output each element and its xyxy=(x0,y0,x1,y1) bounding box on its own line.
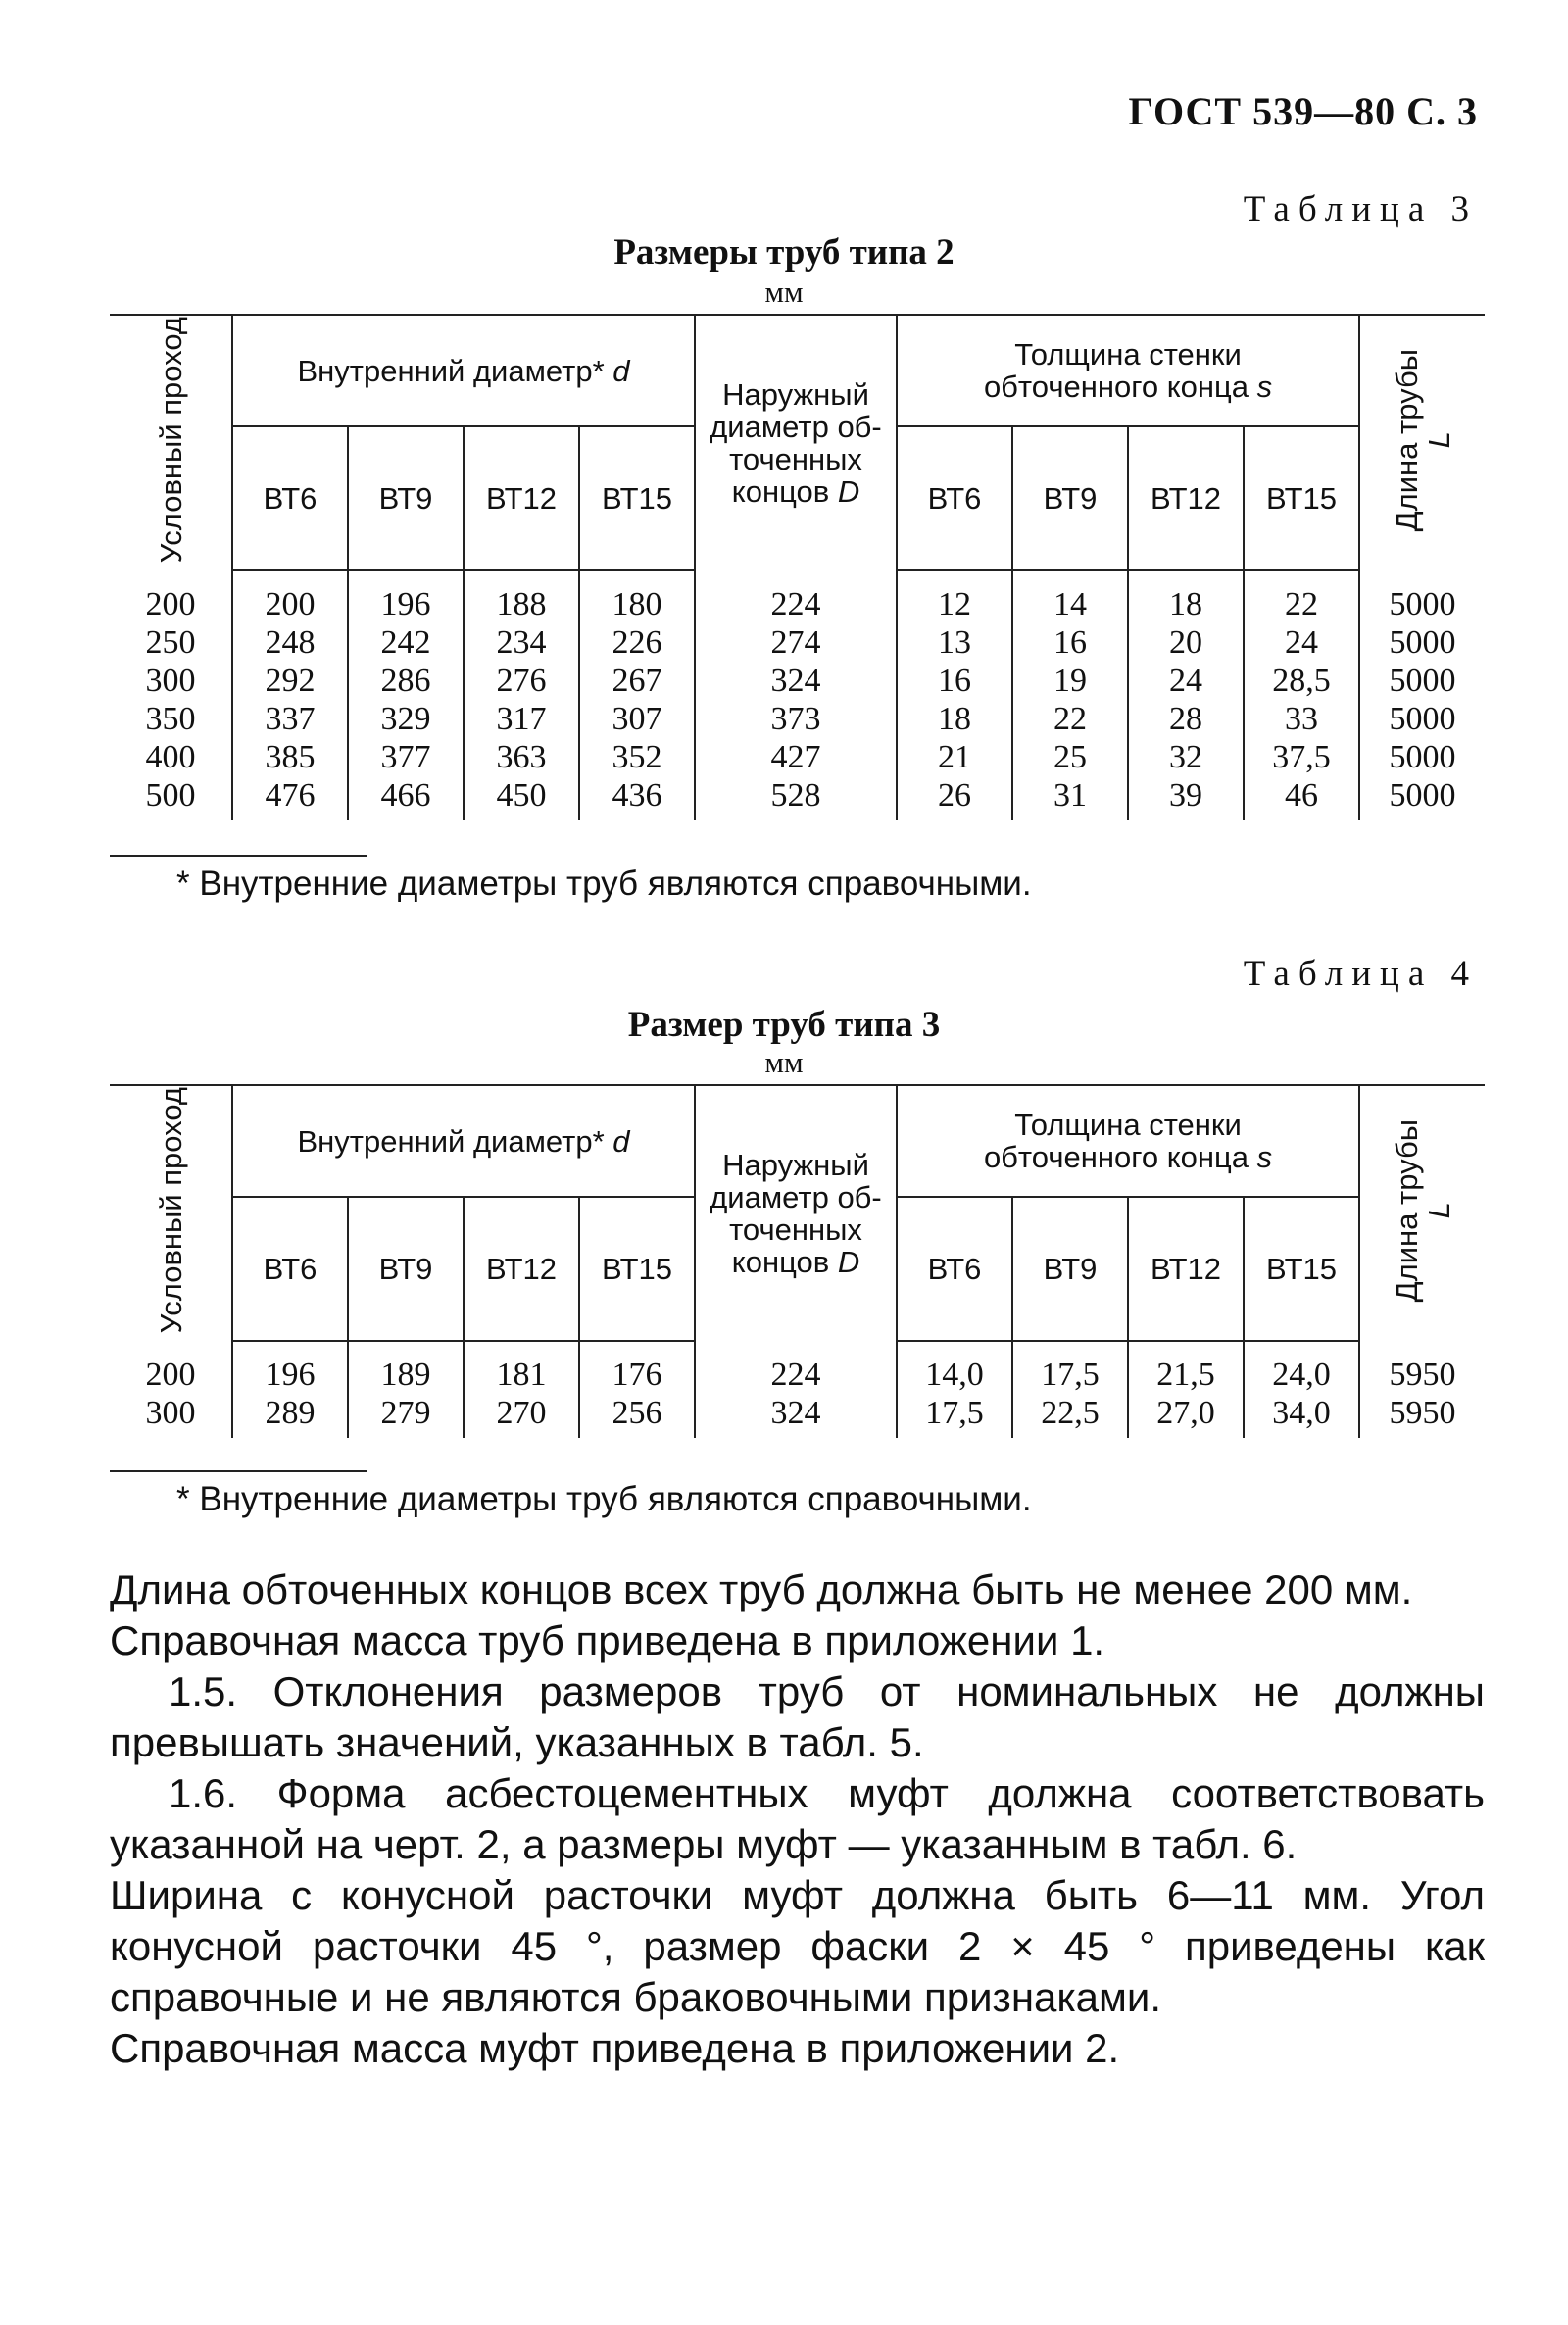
table3-header-length: Длина трубы L xyxy=(1359,315,1485,570)
table4-label: Таблица 4 xyxy=(1243,954,1478,994)
table-cell: 350 xyxy=(145,701,196,737)
table-cell: 24 xyxy=(1244,623,1359,662)
table-cell: 373 xyxy=(695,700,897,738)
table-cell: 22 xyxy=(1012,700,1128,738)
table-cell: 37,5 xyxy=(1244,738,1359,776)
table-cell: 200 xyxy=(145,1356,196,1393)
paragraph: 1.6. Форма асбестоцементных муфт должна соответствовать указанной на черт. 2, а размеры муфт — указанным в табл. 6. xyxy=(110,1770,1485,1867)
table-cell: 20 xyxy=(1128,623,1244,662)
table4-header-inner: Внутренний диаметр* d xyxy=(232,1085,695,1197)
table-cell: 427 xyxy=(695,738,897,776)
table-cell: 317 xyxy=(464,700,579,738)
table3-header-outer: Наружный диаметр об- точенных концов D xyxy=(695,315,897,570)
table-cell: 476 xyxy=(232,776,348,820)
table-cell: 26 xyxy=(897,776,1012,820)
table-cell: 226 xyxy=(579,623,695,662)
table3-grade: ВТ6 xyxy=(232,426,348,570)
page-header: ГОСТ 539—80 С. 3 xyxy=(1128,89,1478,133)
table4-grade: ВТ15 xyxy=(579,1197,695,1341)
table-cell: 22,5 xyxy=(1012,1394,1128,1438)
table-cell: 18 xyxy=(1128,570,1244,623)
table3 xyxy=(110,314,1485,820)
table3-footnote: * Внутренние диаметры труб являются справочными. xyxy=(176,865,1032,903)
table4-footnote-rule xyxy=(110,1470,367,1472)
table-cell: 19 xyxy=(1012,662,1128,700)
table4-grade: ВТ9 xyxy=(1012,1197,1128,1341)
paragraph: Ширина с конусной расточки муфт должна быть 6—11 мм. Угол конусной расточки 45 °, размер фаски 2 × 45 ° приведены как справочные и не являются браковочными признаками. xyxy=(110,1872,1485,2020)
table3-header-pass: Условный проход xyxy=(110,315,232,570)
table3-grade: ВТ9 xyxy=(1012,426,1128,570)
table3-header-inner: Внутренний диаметр* d xyxy=(232,315,695,426)
table-cell: 176 xyxy=(579,1341,695,1394)
table-cell: 242 xyxy=(348,623,464,662)
table-row xyxy=(110,1341,1485,1394)
table4-header-wall: Толщина стенки обточенного конца s xyxy=(897,1085,1359,1197)
table-cell: 5000 xyxy=(1359,570,1485,623)
table-cell: 5000 xyxy=(1359,738,1485,776)
table-cell: 188 xyxy=(464,570,579,623)
table-cell: 21,5 xyxy=(1128,1341,1244,1394)
table3-grade: ВТ6 xyxy=(897,426,1012,570)
table4 xyxy=(110,1084,1485,1438)
table-cell: 180 xyxy=(579,570,695,623)
table-cell: 466 xyxy=(348,776,464,820)
table-cell: 5950 xyxy=(1359,1341,1485,1394)
table-cell: 17,5 xyxy=(897,1394,1012,1438)
table-cell: 5950 xyxy=(1359,1394,1485,1438)
table-cell: 28,5 xyxy=(1244,662,1359,700)
table-row xyxy=(110,662,1485,700)
table-cell: 5000 xyxy=(1359,700,1485,738)
table-cell: 18 xyxy=(897,700,1012,738)
body-text xyxy=(110,1564,1485,2074)
table3-grade: ВТ9 xyxy=(348,426,464,570)
table3-grade: ВТ15 xyxy=(579,426,695,570)
table3-unit: мм xyxy=(764,274,804,309)
table-row xyxy=(110,623,1485,662)
table-cell: 292 xyxy=(232,662,348,700)
table-cell: 14 xyxy=(1012,570,1128,623)
table-cell: 200 xyxy=(232,570,348,623)
table-cell: 27,0 xyxy=(1128,1394,1244,1438)
table-row xyxy=(110,570,1485,623)
table-cell: 224 xyxy=(695,570,897,623)
table-cell: 267 xyxy=(579,662,695,700)
table4-footnote: * Внутренние диаметры труб являются справочными. xyxy=(176,1480,1032,1518)
table4-grade: ВТ6 xyxy=(897,1197,1012,1341)
table-cell: 32 xyxy=(1128,738,1244,776)
table4-title: Размер труб типа 3 xyxy=(627,1005,941,1045)
table-cell: 24,0 xyxy=(1244,1341,1359,1394)
table-cell: 28 xyxy=(1128,700,1244,738)
table-cell: 21 xyxy=(897,738,1012,776)
table-cell: 33 xyxy=(1244,700,1359,738)
paragraph: Справочная масса труб приведена в приложении 1. xyxy=(110,1617,1105,1663)
table-cell: 352 xyxy=(579,738,695,776)
table-cell: 189 xyxy=(348,1341,464,1394)
table-cell: 363 xyxy=(464,738,579,776)
table-cell: 248 xyxy=(232,623,348,662)
table-cell: 5000 xyxy=(1359,776,1485,820)
table-cell: 300 xyxy=(145,1395,196,1431)
table3-grade: ВТ15 xyxy=(1244,426,1359,570)
table-cell: 274 xyxy=(695,623,897,662)
table-cell: 5000 xyxy=(1359,662,1485,700)
table-cell: 196 xyxy=(232,1341,348,1394)
table4-grade: ВТ15 xyxy=(1244,1197,1359,1341)
table3-grade: ВТ12 xyxy=(1128,426,1244,570)
table4-header-length: Длина трубы L xyxy=(1359,1085,1485,1341)
table3-label: Таблица 3 xyxy=(1243,189,1478,229)
table-cell: 289 xyxy=(232,1394,348,1438)
table-cell: 196 xyxy=(348,570,464,623)
table-cell: 279 xyxy=(348,1394,464,1438)
table-cell: 46 xyxy=(1244,776,1359,820)
table-cell: 324 xyxy=(695,662,897,700)
table3-grade: ВТ12 xyxy=(464,426,579,570)
table-cell: 276 xyxy=(464,662,579,700)
table-cell: 22 xyxy=(1244,570,1359,623)
table4-grade: ВТ6 xyxy=(232,1197,348,1341)
table-cell: 5000 xyxy=(1359,623,1485,662)
table-cell: 39 xyxy=(1128,776,1244,820)
table-cell: 31 xyxy=(1012,776,1128,820)
table3-header-wall: Толщина стенки обточенного конца s xyxy=(897,315,1359,426)
table-cell: 25 xyxy=(1012,738,1128,776)
table4-grade: ВТ9 xyxy=(348,1197,464,1341)
table-cell: 250 xyxy=(145,624,196,661)
table-cell: 17,5 xyxy=(1012,1341,1128,1394)
paragraph: 1.5. Отклонения размеров труб от номинальных не должны превышать значений, указанных в табл. 5. xyxy=(110,1668,1485,1765)
table-cell: 234 xyxy=(464,623,579,662)
table-cell: 34,0 xyxy=(1244,1394,1359,1438)
table-row xyxy=(110,700,1485,738)
table-cell: 286 xyxy=(348,662,464,700)
table-cell: 337 xyxy=(232,700,348,738)
paragraph: Длина обточенных концов всех труб должна быть не менее 200 мм. xyxy=(110,1566,1413,1612)
table4-header-outer: Наружный диаметр об- точенных концов D xyxy=(695,1085,897,1341)
table3-footnote-rule xyxy=(110,855,367,857)
table-cell: 181 xyxy=(464,1341,579,1394)
table-cell: 385 xyxy=(232,738,348,776)
table-cell: 24 xyxy=(1128,662,1244,700)
table-row xyxy=(110,738,1485,776)
table-cell: 224 xyxy=(695,1341,897,1394)
table-cell: 12 xyxy=(897,570,1012,623)
table-cell: 256 xyxy=(579,1394,695,1438)
table-cell: 14,0 xyxy=(897,1341,1012,1394)
table-cell: 377 xyxy=(348,738,464,776)
table3-title: Размеры труб типа 2 xyxy=(613,232,955,272)
table-row xyxy=(110,1394,1485,1438)
table-cell: 300 xyxy=(145,663,196,699)
table-cell: 329 xyxy=(348,700,464,738)
table4-grade: ВТ12 xyxy=(1128,1197,1244,1341)
table-cell: 270 xyxy=(464,1394,579,1438)
table-cell: 528 xyxy=(695,776,897,820)
table-cell: 16 xyxy=(897,662,1012,700)
table-cell: 307 xyxy=(579,700,695,738)
table-cell: 324 xyxy=(695,1394,897,1438)
table-cell: 13 xyxy=(897,623,1012,662)
table4-header-pass: Условный проход xyxy=(110,1085,232,1341)
table-cell: 450 xyxy=(464,776,579,820)
table-cell: 400 xyxy=(145,739,196,775)
table-cell: 436 xyxy=(579,776,695,820)
table-cell: 200 xyxy=(145,585,196,622)
table4-grade: ВТ12 xyxy=(464,1197,579,1341)
table-cell: 16 xyxy=(1012,623,1128,662)
table4-unit: мм xyxy=(764,1045,804,1079)
table-row xyxy=(110,776,1485,820)
paragraph: Справочная масса муфт приведена в приложении 2. xyxy=(110,2025,1120,2071)
table-cell: 500 xyxy=(145,777,196,814)
